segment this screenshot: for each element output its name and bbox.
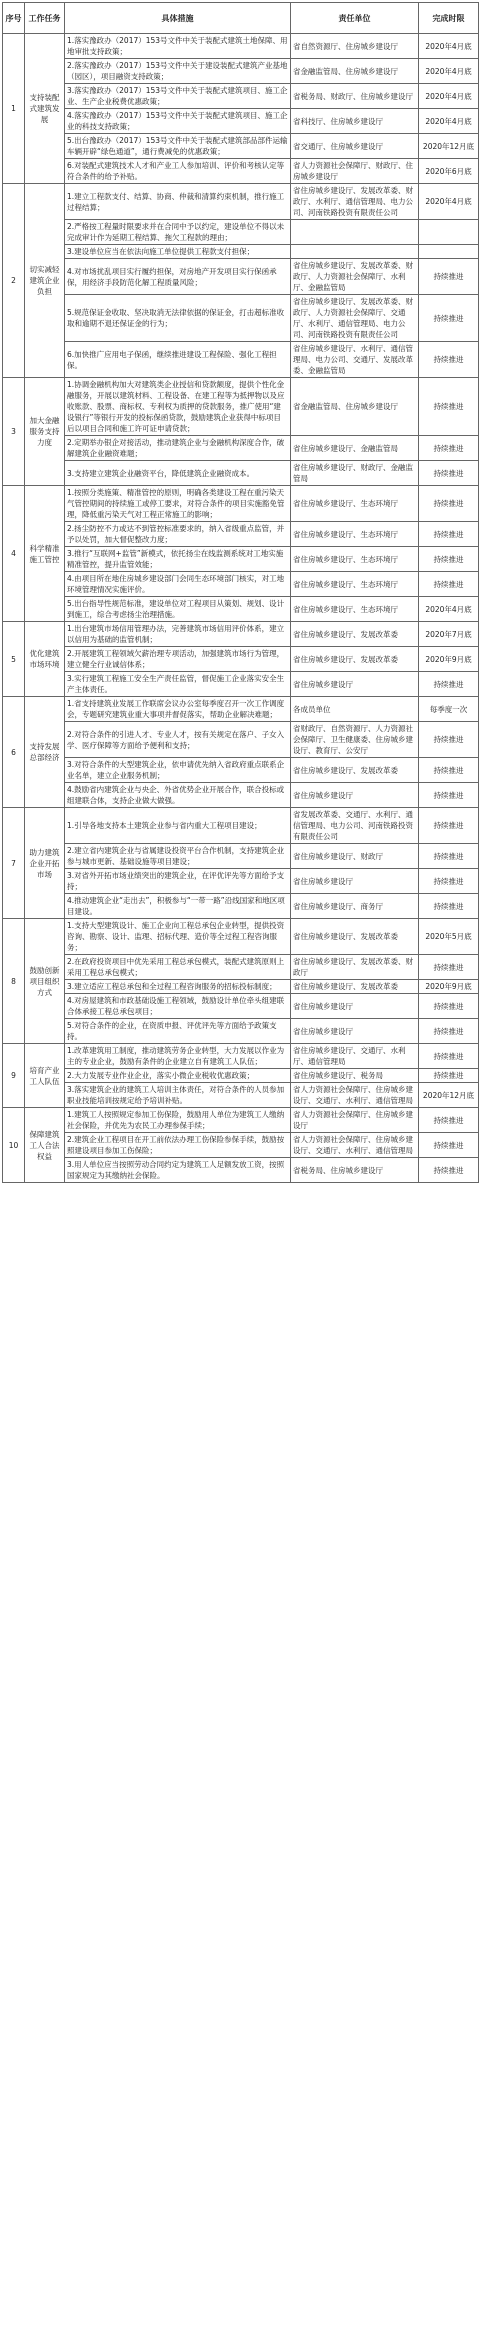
deadline-cell: 2020年4月底 [419, 34, 479, 59]
table-row [3, 980, 479, 994]
deadline-cell: 持续推进 [419, 1069, 479, 1083]
table-row [3, 245, 479, 259]
deadline-cell: 2020年5月底 [419, 919, 479, 955]
deadline-cell: 2020年9月底 [419, 980, 479, 994]
unit-cell: 省住房城乡建设厅、金融监管局 [291, 436, 419, 461]
header-task: 工作任务 [25, 3, 65, 34]
measure-cell: 3.落实建筑企业的建筑工人培训主体责任，对符合条件的人员参加职业技能培训按规定给予培训补贴。 [65, 1083, 291, 1108]
unit-cell: 省住房城乡建设厅、财政厅、金融监管局 [291, 461, 419, 486]
measure-cell: 3.用人单位应当按照劳动合同约定为建筑工人足额发放工资，按照国家规定为其缴纳社会保险。 [65, 1158, 291, 1183]
task-cell: 保障建筑工人合法权益 [25, 1108, 65, 1183]
measure-cell: 3.实行建筑工程施工安全生产责任监管，督促施工企业落实安全生产主体责任。 [65, 672, 291, 697]
table-row [3, 159, 479, 184]
deadline-cell: 持续推进 [419, 547, 479, 572]
table-body [3, 34, 479, 1183]
measure-cell: 4.落实豫政办（2017）153号文件中关于装配式建筑项目、施工企业的科技支持政策； [65, 109, 291, 134]
unit-cell: 省住房城乡建设厅、生态环境厅 [291, 572, 419, 597]
row-number: 5 [3, 622, 25, 697]
deadline-cell: 持续推进 [419, 994, 479, 1019]
table-row [3, 522, 479, 547]
measure-cell: 1.省支持建筑业发展工作联席会议办公室每季度召开一次工作调度会，专题研究建筑业重大事项并督促落实，帮助企业解决难题； [65, 697, 291, 722]
measure-cell: 4.对市场扰乱项目实行履约担保，对房地产开发项目实行保函承保，用经济手段防范化解工程质量风险； [65, 259, 291, 295]
measure-cell: 1.按照分类施策、精准管控的原则，明确各类建设工程在重污染天气管控期间的持续施工或停工要求，对符合条件的项目实施豁免管理，降低重污染天气对工程正常施工的影响； [65, 486, 291, 522]
unit-cell: 省住房城乡建设厅、发展改革委 [291, 758, 419, 783]
unit-cell: 各成员单位 [291, 697, 419, 722]
measure-cell: 4.对房屋建筑和市政基础设施工程领域，鼓励设计单位牵头组建联合体承接工程总承包项目； [65, 994, 291, 1019]
unit-cell: 省住房城乡建设厅、发展改革委 [291, 622, 419, 647]
task-cell: 培育产业工人队伍 [25, 1044, 65, 1108]
deadline-cell: 2020年4月底 [419, 84, 479, 109]
measure-cell: 3.建立适应工程总承包和全过程工程咨询服务的招标投标制度； [65, 980, 291, 994]
table-row [3, 1044, 479, 1069]
row-number: 1 [3, 34, 25, 184]
table-header-row [3, 3, 479, 34]
unit-cell: 省人力资源社会保障厅、住房城乡建设厅、交通厅、水利厅、通信管理局 [291, 1083, 419, 1108]
table-row [3, 461, 479, 486]
measure-cell: 5.对符合条件的企业，在资质申报、评优评先等方面给予政策支持。 [65, 1019, 291, 1044]
deadline-cell [419, 245, 479, 259]
table-row [3, 134, 479, 159]
deadline-cell: 持续推进 [419, 522, 479, 547]
measure-cell: 2.建立省内建筑企业与省属建设投资平台合作机制，支持建筑企业参与城市更新、基础设施等项目建设； [65, 844, 291, 869]
table-row [3, 1083, 479, 1108]
table-row [3, 184, 479, 220]
measure-cell: 3.推行“互联网+监管”新模式，依托扬尘在线监测系统对工地实施精准管控，提升监管效能； [65, 547, 291, 572]
table-row [3, 342, 479, 378]
unit-cell: 省住房城乡建设厅 [291, 672, 419, 697]
unit-cell [291, 245, 419, 259]
unit-cell: 省住房城乡建设厅、发展改革委 [291, 919, 419, 955]
table-row [3, 378, 479, 436]
measure-cell: 4.鼓励省内建筑企业与央企、外省优势企业开展合作，联合投标或组建联合体，支持企业做大做强。 [65, 783, 291, 808]
row-number: 3 [3, 378, 25, 486]
table-row [3, 1019, 479, 1044]
deadline-cell: 2020年12月底 [419, 134, 479, 159]
table-row [3, 486, 479, 522]
measure-cell: 2.大力发展专业作业企业，落实小微企业税收优惠政策； [65, 1069, 291, 1083]
table-row [3, 436, 479, 461]
measure-cell: 1.支持大型建筑设计、施工企业向工程总承包企业转型，提供投资咨询、勘察、设计、监理、招标代理、造价等全过程工程咨询服务； [65, 919, 291, 955]
deadline-cell: 2020年4月底 [419, 184, 479, 220]
unit-cell: 省住房城乡建设厅、发展改革委、财政厅、人力资源社会保障厅、水利厅、金融监管局 [291, 259, 419, 295]
deadline-cell: 持续推进 [419, 378, 479, 436]
task-cell: 优化建筑市场环境 [25, 622, 65, 697]
task-cell: 切实减轻建筑企业负担 [25, 184, 65, 378]
deadline-cell [419, 220, 479, 245]
table-row [3, 894, 479, 919]
unit-cell: 省住房城乡建设厅、财政厅 [291, 844, 419, 869]
deadline-cell: 持续推进 [419, 436, 479, 461]
unit-cell: 省住房城乡建设厅、税务局 [291, 1069, 419, 1083]
deadline-cell: 持续推进 [419, 869, 479, 894]
table-row [3, 259, 479, 295]
measure-cell: 2.在政府投资项目中优先采用工程总承包模式，装配式建筑原则上采用工程总承包模式； [65, 955, 291, 980]
unit-cell: 省税务局、住房城乡建设厅 [291, 1158, 419, 1183]
unit-cell: 省金融监管局、住房城乡建设厅 [291, 59, 419, 84]
header-num: 序号 [3, 3, 25, 34]
deadline-cell: 持续推进 [419, 894, 479, 919]
table-row [3, 1069, 479, 1083]
unit-cell: 省人力资源社会保障厅、住房城乡建设厅 [291, 1108, 419, 1133]
deadline-cell: 持续推进 [419, 1108, 479, 1133]
deadline-cell: 持续推进 [419, 844, 479, 869]
table-row [3, 59, 479, 84]
deadline-cell: 2020年4月底 [419, 59, 479, 84]
table-row [3, 994, 479, 1019]
deadline-cell: 持续推进 [419, 1044, 479, 1069]
deadline-cell: 每季度一次 [419, 697, 479, 722]
measure-cell: 5.规范保证金收取、坚决取消无法律依据的保证金，打击超标准收取和逾期不退还保证金的行为； [65, 295, 291, 342]
deadline-cell: 2020年7月底 [419, 622, 479, 647]
row-number: 9 [3, 1044, 25, 1108]
unit-cell: 省住房城乡建设厅 [291, 869, 419, 894]
task-cell: 鼓励创新项目组织方式 [25, 919, 65, 1044]
table-row [3, 647, 479, 672]
table-row [3, 1108, 479, 1133]
deadline-cell: 持续推进 [419, 342, 479, 378]
deadline-cell: 持续推进 [419, 758, 479, 783]
table-row [3, 1133, 479, 1158]
deadline-cell: 持续推进 [419, 572, 479, 597]
table-row [3, 295, 479, 342]
measure-cell: 2.严格按工程量时限要求并在合同中予以约定，建设单位不得以未完成审计作为延期工程结算、拖欠工程款的理由； [65, 220, 291, 245]
measure-cell: 1.落实豫政办（2017）153号文件中关于装配式建筑土地保障、用地审批支持政策； [65, 34, 291, 59]
unit-cell: 省住房城乡建设厅 [291, 1019, 419, 1044]
measure-cell: 2.开展建筑工程领域欠薪治理专项活动，加强建筑市场行为管理，建立健全行业诚信体系； [65, 647, 291, 672]
measure-cell: 2.落实豫政办（2017）153号文件中关于建设装配式建筑产业基地（园区），项目融资支持政策； [65, 59, 291, 84]
unit-cell: 省住房城乡建设厅、生态环境厅 [291, 597, 419, 622]
deadline-cell: 持续推进 [419, 783, 479, 808]
measure-cell: 4.由项目所在地住房城乡建设部门会同生态环境部门核实，对工地环境管理情况实施评价。 [65, 572, 291, 597]
unit-cell: 省住房城乡建设厅、水利厅、通信管理局、电力公司、交通厅、发展改革委、金融监管局 [291, 342, 419, 378]
table-row [3, 722, 479, 758]
unit-cell: 省财政厅、自然资源厅、人力资源社会保障厅、卫生健康委、住房城乡建设厅、教育厅、公安厅 [291, 722, 419, 758]
measure-cell: 2.扬尘防控不力或达不到管控标准要求的，纳入省级重点监管，并予以处罚，加大督促整改力度； [65, 522, 291, 547]
unit-cell: 省住房城乡建设厅、发展改革委 [291, 647, 419, 672]
measure-cell: 1.出台建筑市场信用管理办法，完善建筑市场信用评价体系，建立以信用为基础的监管机制； [65, 622, 291, 647]
deadline-cell: 持续推进 [419, 722, 479, 758]
table-row [3, 622, 479, 647]
unit-cell: 省交通厅、住房城乡建设厅 [291, 134, 419, 159]
unit-cell: 省科技厅、住房城乡建设厅 [291, 109, 419, 134]
unit-cell: 省住房城乡建设厅、交通厅、水利厅、通信管理局 [291, 1044, 419, 1069]
unit-cell: 省税务局、财政厅、住房城乡建设厅 [291, 84, 419, 109]
deadline-cell: 2020年6月底 [419, 159, 479, 184]
deadline-cell: 持续推进 [419, 295, 479, 342]
header-deadline: 完成时限 [419, 3, 479, 34]
table-row [3, 597, 479, 622]
row-number: 4 [3, 486, 25, 622]
deadline-cell: 持续推进 [419, 1158, 479, 1183]
measure-cell: 1.改革建筑用工制度，推动建筑劳务企业转型，大力发展以作业为主的专业企业，鼓励有条件的企业建立自有建筑工人队伍； [65, 1044, 291, 1069]
deadline-cell: 持续推进 [419, 259, 479, 295]
table-row [3, 84, 479, 109]
deadline-cell: 持续推进 [419, 955, 479, 980]
unit-cell: 省住房城乡建设厅、发展改革委、财政厅、水利厅、通信管理局、电力公司、河南铁路投资有限责任公司 [291, 184, 419, 220]
measure-cell: 3.对符合条件的大型建筑企业，依申请优先纳入省政府重点联系企业名单，建立企业服务机制； [65, 758, 291, 783]
row-number: 6 [3, 697, 25, 808]
unit-cell: 省人力资源社会保障厅、财政厅、住房城乡建设厅 [291, 159, 419, 184]
measure-cell: 2.定期举办银企对接活动，推动建筑企业与金融机构深度合作，破解建筑企业融资难题； [65, 436, 291, 461]
table-row [3, 758, 479, 783]
unit-cell: 省住房城乡建设厅、发展改革委、财政厅 [291, 955, 419, 980]
measure-cell: 2.建筑企业工程项目在开工前依法办理工伤保险参保手续，鼓励按照建设项目参加工伤保险； [65, 1133, 291, 1158]
table-row [3, 783, 479, 808]
measure-cell: 5.出台指导性规范标准，建设单位对工程项目从策划、规划、设计到施工，综合考虑扬尘治理措施。 [65, 597, 291, 622]
unit-cell: 省人力资源社会保障厅、住房城乡建设厅、交通厅、水利厅、通信管理局 [291, 1133, 419, 1158]
deadline-cell: 2020年9月底 [419, 647, 479, 672]
unit-cell: 省住房城乡建设厅、发展改革委、财政厅、人力资源社会保障厅、交通厅、水利厅、通信管理局、电力公司、河南铁路投资有限责任公司 [291, 295, 419, 342]
deadline-cell: 持续推进 [419, 808, 479, 844]
table-row [3, 1158, 479, 1183]
unit-cell: 省住房城乡建设厅、生态环境厅 [291, 486, 419, 522]
unit-cell: 省住房城乡建设厅 [291, 994, 419, 1019]
deadline-cell: 2020年4月底 [419, 597, 479, 622]
measure-cell: 3.对省外开拓市场业绩突出的建筑企业，在评优评先等方面给予支持； [65, 869, 291, 894]
row-number: 2 [3, 184, 25, 378]
measure-cell: 5.出台豫政办（2017）153号文件中关于装配式建筑部品部件运输车辆开辟“绿色通道”，通行费减免的优惠政策； [65, 134, 291, 159]
header-measures: 具体措施 [65, 3, 291, 34]
measure-cell: 6.对装配式建筑技术人才和产业工人参加培训、评价和考核认定等符合条件的给予补贴。 [65, 159, 291, 184]
measure-cell: 1.建筑工人按照规定参加工伤保险，鼓励用人单位为建筑工人缴纳社会保险，并优先为农民工办理参保手续； [65, 1108, 291, 1133]
task-cell: 支持装配式建筑发展 [25, 34, 65, 184]
measure-cell: 1.协调金融机构加大对建筑类企业授信和贷款额度，提供个性化金融服务，开展以建筑材料、工程设备、在建工程等为抵押物以及应收账款、股票、商标权、专利权为质押的贷款服务，推广使用“建设银行”等银行开发的投标保函贷款，鼓励建筑企业获得中标项目后以项目合同和施工许可证申请贷款； [65, 378, 291, 436]
unit-cell: 省发展改革委、交通厅、水利厅、通信管理局、电力公司、河南铁路投资有限责任公司 [291, 808, 419, 844]
table-row [3, 547, 479, 572]
table-row [3, 109, 479, 134]
unit-cell: 省住房城乡建设厅、生态环境厅 [291, 522, 419, 547]
table-row [3, 220, 479, 245]
row-number: 10 [3, 1108, 25, 1183]
unit-cell: 省住房城乡建设厅 [291, 783, 419, 808]
row-number: 7 [3, 808, 25, 919]
table-row [3, 955, 479, 980]
table-row [3, 34, 479, 59]
table-row [3, 672, 479, 697]
deadline-cell: 2020年4月底 [419, 109, 479, 134]
measure-cell: 2.对符合条件的引进人才、专业人才，按有关规定在落户、子女入学、医疗保障等方面给予便利和支持； [65, 722, 291, 758]
deadline-cell: 2020年12月底 [419, 1083, 479, 1108]
table-row [3, 869, 479, 894]
unit-cell: 省住房城乡建设厅、生态环境厅 [291, 547, 419, 572]
measure-cell: 6.加快推广应用电子保函，继续推进建设工程保险、强化工程担保。 [65, 342, 291, 378]
row-number: 8 [3, 919, 25, 1044]
unit-cell: 省住房城乡建设厅、商务厅 [291, 894, 419, 919]
deadline-cell: 持续推进 [419, 1133, 479, 1158]
table-row [3, 844, 479, 869]
deadline-cell: 持续推进 [419, 486, 479, 522]
task-cell: 科学精准施工管控 [25, 486, 65, 622]
measure-cell: 4.推动建筑企业“走出去”，积极参与“一带一路”沿线国家和地区项目建设。 [65, 894, 291, 919]
table-row [3, 572, 479, 597]
unit-cell [291, 220, 419, 245]
header-units: 责任单位 [291, 3, 419, 34]
deadline-cell: 持续推进 [419, 672, 479, 697]
policy-table [2, 2, 479, 1183]
table-row [3, 808, 479, 844]
unit-cell: 省住房城乡建设厅、发展改革委 [291, 980, 419, 994]
measure-cell: 3.落实豫政办（2017）153号文件中关于装配式建筑项目、施工企业、生产企业税费优惠政策； [65, 84, 291, 109]
task-cell: 支持发展总部经济 [25, 697, 65, 808]
deadline-cell: 持续推进 [419, 461, 479, 486]
task-cell: 加大金融服务支持力度 [25, 378, 65, 486]
unit-cell: 省金融监管局、住房城乡建设厅 [291, 378, 419, 436]
table-row [3, 697, 479, 722]
measure-cell: 3.支持建立建筑企业融资平台，降低建筑企业融资成本。 [65, 461, 291, 486]
measure-cell: 3.建设单位应当在依法向施工单位提供工程款支付担保； [65, 245, 291, 259]
unit-cell: 省自然资源厅、住房城乡建设厅 [291, 34, 419, 59]
measure-cell: 1.建立工程款支付、结算、协商、仲裁和清算约束机制，推行施工过程结算； [65, 184, 291, 220]
task-cell: 助力建筑企业开拓市场 [25, 808, 65, 919]
deadline-cell: 持续推进 [419, 1019, 479, 1044]
table-row [3, 919, 479, 955]
measure-cell: 1.引导各地支持本土建筑企业参与省内重大工程项目建设； [65, 808, 291, 844]
